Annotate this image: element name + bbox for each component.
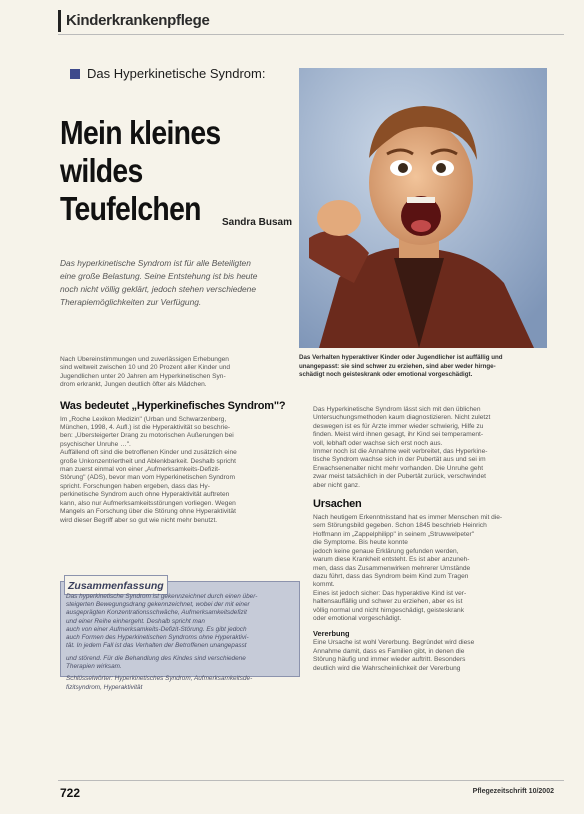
header-divider [58,34,564,35]
body-line: aber nicht ganz. [313,481,360,489]
footer-divider [58,780,564,781]
body-line: Auffällend oft sind die betroffenen Kinder und zusätzlich eine [60,449,237,457]
body-line: völlig normal und nicht hirngeschädigt, geisteskrank [313,606,465,614]
kicker-text: Das Hyperkinetische Syndrom: [87,66,266,81]
photo-caption [299,354,549,380]
body-line: spricht. Forschungen haben ergeben, dass das Hy- [60,482,210,490]
summary-line: Therapien wirksam. [66,663,122,671]
body-line: perkinetische Syndrom auch ohne Hyperaktivität auftreten [60,491,230,499]
body-line: sem Störungsbild gegeben. Schon 1845 beschrieb Heinrich [313,522,487,530]
body-line: deutlich wird die Wahrscheinlichkeit der Vererbung [313,664,461,672]
intro-line: noch nicht völlig geklärt, jedoch stehen verschiedene [60,284,257,294]
boy-photo [299,68,547,348]
section-heading: Ursachen [313,498,362,511]
journal-name: Pflegezeitschrift 10/2002 [472,788,554,795]
body-line: wird dieser Begriff aber so gut wie nicht mehr benutzt. [60,516,218,524]
causes-body [313,514,547,623]
body-line: Jugendlichen unter 20 Jahren am Hyperkinetischen Syn- [60,372,226,380]
right-body-top [313,406,547,490]
body-line: Eine Ursache ist wohl Vererbung. Begründet wird diese [313,639,475,647]
intro-line: eine große Belastung. Seine Entstehung ist bis heute [60,271,258,281]
body-line: Eines ist jedoch sicher: Das hyperaktive Kind ist ver- [313,589,467,597]
section-body [60,416,292,525]
summary-text [66,593,296,650]
body-line: Annahme damit, dass es Familien gibt, in denen die [313,647,465,655]
summary-line: auch Formen des Hyperkinetischen Syndroms ohne Hyperaktivi- [66,634,249,642]
body-line: Mangels an Forschung über die Störung ohne Hyperaktivität [60,508,236,516]
summary-keywords [66,655,296,692]
body-line: haltensauffällig und schwer zu erziehen, aber es ist [313,598,463,606]
square-bullet-icon [70,69,80,79]
title-line-2: wildes Teufelchen [60,152,201,227]
body-line: München, 1998, 4. Aufl.) ist die Hyperaktivität so beschrie- [60,424,231,432]
intro-line: Das hyperkinetische Syndrom ist für alle Beteiligten [60,258,251,268]
kicker [70,66,265,81]
body-line: kommt. [313,581,335,589]
body-line: Immer noch ist die Annahme weit verbreitet, das Hyperkine- [313,448,488,456]
intro-line: Therapiemöglichkeiten zur Verfügung. [60,297,202,307]
body-line: tische Syndrom wachse sich in der Pubertät aus und sei im [313,456,486,464]
body-line: jedoch keine genaue Erklärung gefunden werden, [313,547,459,555]
body-line: sind weltweit zwischen 10 und 20 Prozent aller Kinder und [60,364,231,372]
article-title [60,114,266,228]
body-line: Im „Roche Lexikon Medizin" (Urban und Schwarzenberg, [60,415,227,423]
summary-heading [64,575,168,595]
summary-line: ausgeprägten Konzentrationsschwäche, Aufmerksamkeitsdefizit [66,609,247,617]
body-line: große Unkonzentriertheit und Ablenkbarkeit. Deshalb spricht [60,457,236,465]
summary-line: Das hyperkinetische Syndrom ist gekennzeichnet durch einen über- [66,593,258,600]
caption-line: Das Verhalten hyperaktiver Kinder oder Jugendlicher ist auffällig und [299,354,503,361]
body-intro [60,356,292,390]
intro-text [60,257,292,309]
summary-heading-text: Zusammenfassung [68,580,164,592]
section-header [58,10,210,32]
body-line: drom erkrankt, Jungen deutlich öfter als Mädchen. [60,381,207,389]
body-line: men, dass das Zusammenwirken mehrerer Umstände [313,564,471,572]
title-line-1: Mein kleines [60,114,221,151]
body-line: Hoffmann im „Zappelphilipp" in seinem „Struwwelpeter" [313,530,475,538]
body-line: voll, lebhaft oder wachse sich erst noch aus. [313,439,443,447]
boy-screaming-image [299,68,547,348]
body-line: ben: „Übersteigerter Drang zu motorischen Äußerungen bei [60,432,234,440]
body-line: oder emotional vorgeschädigt. [313,614,402,622]
body-line: die Symptome. Bis heute konnte [313,539,408,547]
right-column [313,406,547,673]
body-line: warum diese Krankheit entsteht. Es ist aber anzuneh- [313,556,470,564]
keywords-line: Schlüsselwörter: Hyperkinetisches Syndrom, Aufmerksamkeitsde- [66,675,253,683]
author: Sandra Busam [221,217,292,228]
caption-line: unangepasst: sie sind schwer zu erziehen, sind aber weder hirnge- [299,362,496,370]
keywords-line: fizitsyndrom, Hyperaktivität [66,683,143,691]
summary-line: auch von einer Aufmerksamkeits-Defizit-Störung. Es gibt jedoch [66,625,247,633]
body-line: Störung" (ADS), bevor man vom Hyperkinetischen Syndrom [60,474,235,482]
summary-line: steigerten Bewegungsdrang gekennzeichnet, wobei der mit einer [66,601,250,609]
body-line: kann, also nur Aufmerksamkeitsstörungen vorliegen. Wegen [60,499,236,507]
body-line: zwar meist tatsächlich in der Pubertät zurück, verschwindet [313,473,486,481]
page-number: 722 [60,786,81,800]
sub-heading: Vererbung [313,629,350,639]
caption-line: schädigt noch geisteskrank oder emotional vorgeschädigt. [299,371,473,379]
body-line: dazu führt, dass das Syndrom beim Kind zum Tragen [313,572,469,580]
body-line: man zuerst einmal von einer „Aufmerksamkeits-Defizit- [60,466,221,474]
summary-line: und störend. Für die Behandlung des Kindes sind verschiedene [66,655,246,662]
summary-line: und einer Reihe einhergeht. Deshalb spricht man [66,617,205,625]
heredity-body [313,639,547,673]
left-column [60,356,292,525]
body-line: Untersuchungsmethoden kaum diagnostizieren. Nicht zuletzt [313,414,491,422]
body-line: Nach heutigem Erkenntnisstand hat es immer Menschen mit die- [313,514,503,522]
section-title: Kinderkrankenpflege [66,12,210,29]
body-line: finden. Meist wird ihnen gesagt, ihr Kind sei temperament- [313,431,484,439]
body-line: Nach Übereinstimmungen und zuverlässigen Erhebungen [60,356,229,363]
body-line: Erwachsenenalter nicht mehr vorhanden. Die Unruhe geht [313,464,484,472]
body-line: deswegen ist es für Ärzte immer wieder schwierig, Hilfe zu [313,422,484,430]
body-line: Das Hyperkinetische Syndrom lässt sich mit den üblichen [313,406,481,413]
summary-line: tät. In jedem Fall ist das Verhalten der Betroffenen unangepasst [66,642,247,650]
section-heading: Was bedeutet „Hyperkinefisches Syndrom"? [60,399,286,412]
body-line: Störung häufig und immer wieder auftritt. Besonders [313,656,466,664]
body-line: psychischer Unruhe …". [60,440,131,448]
